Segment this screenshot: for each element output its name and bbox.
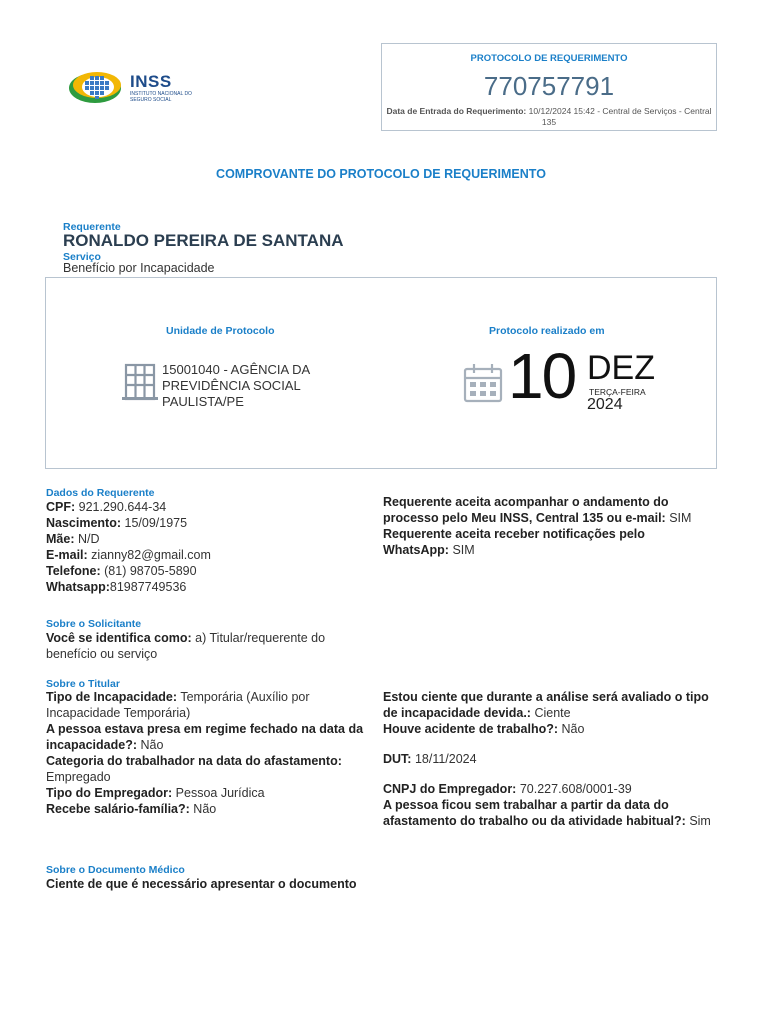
protocol-entry-value: 10/12/2024 15:42 - Central de Serviços - Central 135 xyxy=(528,106,712,127)
family-value: Não xyxy=(193,802,217,816)
protocol-unit-box xyxy=(45,277,717,469)
phone-label: Telefone: xyxy=(46,564,101,578)
prison-row xyxy=(46,721,368,753)
requester-data-right xyxy=(383,494,713,558)
notify-value: SIM xyxy=(452,543,475,557)
phone-value: (81) 98705-5890 xyxy=(104,564,197,578)
cnpj-row xyxy=(383,781,713,797)
birth-value: 15/09/1975 xyxy=(124,516,188,530)
stopped-label: A pessoa ficou sem trabalhar a partir da data do afastamento do trabalho ou da atividade habitual?: xyxy=(383,798,686,828)
identify-value: a) Titular/requerente do benefício ou serviço xyxy=(46,631,326,661)
service-value: Benefício por Incapacidade xyxy=(63,261,215,275)
category-label: Categoria do trabalhador na data do afastamento: xyxy=(46,754,342,768)
follow-value: SIM xyxy=(669,511,692,525)
holder-title: Sobre o Titular xyxy=(46,678,120,690)
medical-text: Ciente de que é necessário apresentar o documento xyxy=(46,877,357,891)
cpf-label: CPF: xyxy=(46,500,76,514)
date-year: 2024 xyxy=(587,396,623,413)
medical-title: Sobre o Documento Médico xyxy=(46,864,185,876)
incap-type-value: Temporária (Auxílio por Incapacidade Temporária) xyxy=(46,690,310,720)
category-value: Empregado xyxy=(46,770,111,784)
email-row xyxy=(46,547,366,563)
email-value: zianny82@gmail.com xyxy=(91,548,211,562)
prison-label: A pessoa estava presa em regime fechado na data da incapacidade?: xyxy=(46,722,364,752)
dut-value: 18/11/2024 xyxy=(414,752,477,766)
identify-label: Você se identifica como: xyxy=(46,631,192,645)
follow-row xyxy=(383,494,713,526)
mother-label: Mãe: xyxy=(46,532,75,546)
whatsapp-value: 81987749536 xyxy=(109,580,187,594)
dut-label: DUT: xyxy=(383,752,412,766)
whatsapp-row xyxy=(46,579,366,595)
applicant-title: Sobre o Solicitante xyxy=(46,618,142,630)
birth-row xyxy=(46,515,366,531)
category-row xyxy=(46,753,368,785)
protocol-number: 770757791 xyxy=(483,71,615,101)
requester-name: RONALDO PEREIRA DE SANTANA xyxy=(63,231,344,250)
requester-data-title: Dados do Requerente xyxy=(46,487,155,499)
date-weekday: TERÇA-FEIRA xyxy=(589,387,646,397)
follow-label: Requerente aceita acompanhar o andamento do processo pelo Meu INSS, Central 135 ou e-mail: xyxy=(383,495,669,525)
document-title: COMPROVANTE DO PROTOCOLO DE REQUERIMENTO xyxy=(216,167,546,181)
unit-value: 15001040 - AGÊNCIA DA PREVIDÊNCIA SOCIAL PAULISTA/PE xyxy=(162,362,310,409)
protocol-title: PROTOCOLO DE REQUERIMENTO xyxy=(470,53,628,64)
logo-subtitle: INSTITUTO NACIONAL DO SEGURO SOCIAL xyxy=(130,91,192,103)
date-month: DEZ xyxy=(587,349,655,387)
notify-label: Requerente aceita receber notificações pelo WhatsApp: xyxy=(383,527,645,557)
phone-row xyxy=(46,563,366,579)
aware-value: Ciente xyxy=(534,706,571,720)
calendar-icon xyxy=(463,363,503,403)
date-day: 10 xyxy=(508,340,576,412)
employer-type-value: Pessoa Jurídica xyxy=(175,786,265,800)
accident-label: Houve acidente de trabalho?: xyxy=(383,722,559,736)
incap-type-row xyxy=(46,689,368,721)
prison-value: Não xyxy=(140,738,164,752)
applicant-identify xyxy=(46,630,356,662)
aware-row xyxy=(383,689,713,721)
email-label: E-mail: xyxy=(46,548,88,562)
mother-value: N/D xyxy=(77,532,100,546)
protocol-entry-label: Data de Entrada do Requerimento: xyxy=(386,106,527,116)
building-icon xyxy=(122,363,158,401)
family-row xyxy=(46,801,368,817)
logo-brand: INSS xyxy=(130,72,172,91)
family-label: Recebe salário-família?: xyxy=(46,802,190,816)
dut-row xyxy=(383,751,713,767)
mother-row xyxy=(46,531,366,547)
protocol-entry xyxy=(382,106,716,128)
whatsapp-label: Whatsapp: xyxy=(46,580,110,594)
holder-left xyxy=(46,689,368,817)
cpf-row xyxy=(46,499,366,515)
incap-type-label: Tipo de Incapacidade: xyxy=(46,690,178,704)
holder-right xyxy=(383,689,713,829)
unit-label: Unidade de Protocolo xyxy=(166,325,275,337)
employer-type-row xyxy=(46,785,368,801)
date-label: Protocolo realizado em xyxy=(489,325,605,337)
service-label: Serviço xyxy=(63,251,101,263)
notify-row xyxy=(383,526,713,558)
stopped-row xyxy=(383,797,713,829)
employer-type-label: Tipo do Empregador: xyxy=(46,786,173,800)
cnpj-value: 70.227.608/0001-39 xyxy=(519,782,632,796)
birth-label: Nascimento: xyxy=(46,516,122,530)
accident-row xyxy=(383,721,713,737)
aware-label: Estou ciente que durante a análise será avaliado o tipo de incapacidade devida.: xyxy=(383,690,709,720)
cpf-value: 921.290.644-34 xyxy=(78,500,167,514)
requester-data-left xyxy=(46,499,366,595)
accident-value: Não xyxy=(561,722,585,736)
inss-logo xyxy=(68,68,198,108)
requester-label: Requerente xyxy=(63,221,121,233)
stopped-value: Sim xyxy=(689,814,711,828)
inss-logo-icon xyxy=(68,68,126,106)
protocol-box xyxy=(381,43,717,131)
cnpj-label: CNPJ do Empregador: xyxy=(383,782,517,796)
